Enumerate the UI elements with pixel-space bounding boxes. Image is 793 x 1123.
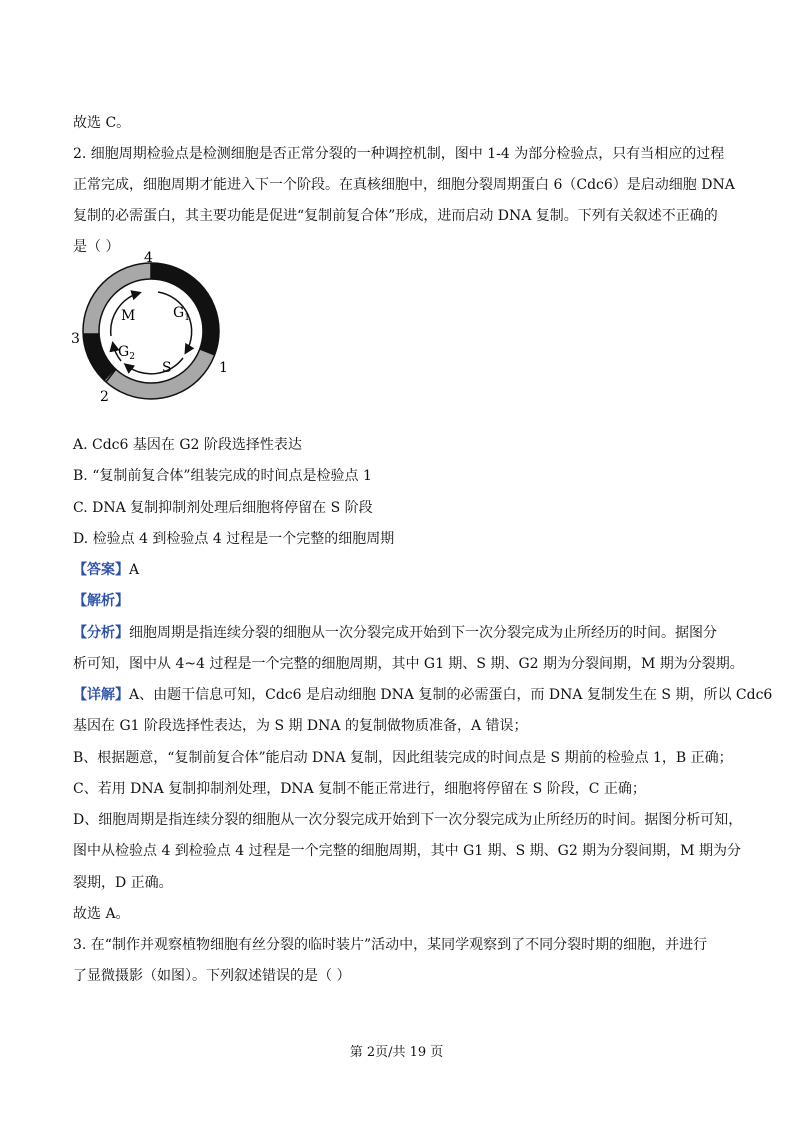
- detail-line-5: D、细胞周期是指连续分裂的细胞从一次分裂完成开始到下一次分裂完成为止所经历的时间。据图分析可知，: [73, 812, 743, 828]
- conclusion-c: 故选 C。: [73, 115, 131, 131]
- option-c: C. DNA 复制抑制剂处理后细胞将停留在 S 阶段: [73, 500, 373, 516]
- question-3-line-1: 3. 在“制作并观察植物细胞有丝分裂的临时装片”活动中，某同学观察到了不同分裂时期的细胞，并进行: [73, 937, 708, 953]
- checkpoint-2-label: 2: [100, 389, 109, 405]
- page-footer: 第 2页/共 19 页: [349, 1045, 444, 1060]
- answer-line: [73, 560, 139, 580]
- detail-line-4: C、若用 DNA 复制抑制剂处理，DNA 复制不能正常进行，细胞将停留在 S 阶段，C 正确；: [73, 781, 646, 797]
- question-3-line-2: 了显微摄影（如图）。下列叙述错误的是（ ）: [73, 968, 351, 984]
- analysis-line-1: [73, 623, 717, 643]
- conclusion-a: 故选 A。: [73, 906, 130, 922]
- detail-line-7: 裂期，D 正确。: [73, 875, 173, 891]
- cell-cycle-svg: [66, 248, 236, 408]
- explanation-tag: 【解析】: [73, 593, 129, 609]
- analysis-text-1: 细胞周期是指连续分裂的细胞从一次分裂完成开始到下一次分裂完成为止所经历的时间。据图分: [129, 625, 717, 641]
- phase-m-label: M: [121, 308, 136, 324]
- detail-line-2: 基因在 G1 阶段选择性表达，为 S 期 DNA 的复制做物质准备，A 错误；: [73, 718, 528, 734]
- answer-value: A: [129, 562, 140, 578]
- option-d: D. 检验点 4 到检验点 4 过程是一个完整的细胞周期: [73, 531, 395, 547]
- detail-line-6: 图中从检验点 4 到检验点 4 过程是一个完整的细胞周期，其中 G1 期、S 期、G2 期为分裂间期，M 期为分: [73, 843, 741, 859]
- question-2-line-4: 是（ ）: [73, 239, 120, 255]
- detail-tag: 【详解】: [73, 687, 129, 703]
- ring-outer-border: [83, 263, 219, 399]
- question-2-line-2: 正常完成，细胞周期才能进入下一个阶段。在真核细胞中，细胞分裂周期蛋白 6（Cdc6）是启动细胞 DNA: [73, 177, 735, 193]
- phase-g2-label: $G_2$: [118, 344, 135, 362]
- question-2-line-3: 复制的必需蛋白，其主要功能是促进“复制前复合体”形成，进而启动 DNA 复制。下列有关叙述不正确的: [73, 208, 718, 224]
- detail-line-3: B、根据题意，“复制前复合体”能启动 DNA 复制，因此组装完成的时间点是 S 期前的检验点 1，B 正确；: [73, 750, 733, 766]
- answer-tag: 【答案】: [73, 562, 129, 578]
- ring-inner-border: [99, 279, 203, 383]
- explanation-heading: [73, 591, 129, 611]
- phase-s-label: S: [162, 360, 172, 376]
- checkpoint-1-label: 1: [219, 360, 228, 376]
- checkpoint-4-label: 4: [144, 250, 153, 266]
- checkpoint-3-label: 3: [71, 331, 80, 347]
- phase-g1-label: $G_1$: [173, 305, 190, 323]
- option-a: A. Cdc6 基因在 G2 阶段选择性表达: [73, 437, 302, 453]
- cell-cycle-diagram: [66, 248, 236, 408]
- detail-line-1: [73, 685, 772, 705]
- detail-text-1: A、由题干信息可知，Cdc6 是启动细胞 DNA 复制的必需蛋白，而 DNA 复制发生在 S 期，所以 Cdc6: [129, 687, 773, 703]
- option-b: B. “复制前复合体”组装完成的时间点是检验点 1: [73, 468, 372, 484]
- question-2-line-1: 2. 细胞周期检验点是检测细胞是否正常分裂的一种调控机制，图中 1-4 为部分检验点，只有当相应的过程: [73, 146, 725, 162]
- analysis-tag: 【分析】: [73, 625, 129, 641]
- analysis-line-2: 析可知，图中从 4~4 过程是一个完整的细胞周期，其中 G1 期、S 期、G2 期为分裂间期，M 期为分裂期。: [73, 656, 744, 672]
